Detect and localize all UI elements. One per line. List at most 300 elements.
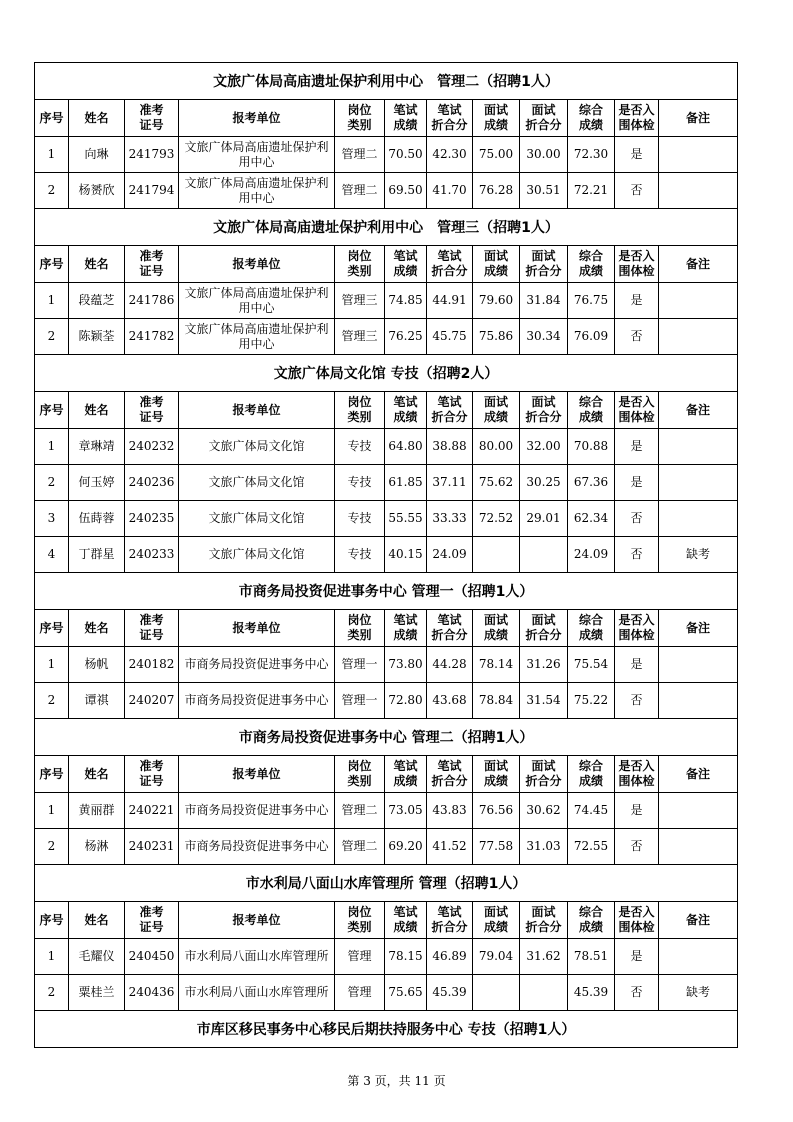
header-unit: 报考单位	[179, 100, 335, 137]
cell-total: 24.09	[568, 537, 615, 573]
cell-written-conv: 45.75	[427, 319, 473, 355]
cell-post: 专技	[335, 465, 385, 501]
header-physical-line: 是否入	[618, 103, 655, 117]
cell-post: 专技	[335, 537, 385, 573]
header-ticket	[125, 100, 179, 137]
header-name: 姓名	[69, 392, 125, 429]
cell-unit: 市商务局投资促进事务中心	[179, 647, 335, 683]
cell-ticket: 240231	[125, 829, 179, 865]
header-physical-line: 围体检	[618, 920, 655, 934]
header-ticket	[125, 756, 179, 793]
header-remark: 备注	[659, 246, 738, 283]
header-ticket-line: 准考	[139, 395, 164, 409]
cell-physical: 否	[615, 683, 659, 719]
header-post-line: 岗位	[347, 103, 372, 117]
header-post	[335, 756, 385, 793]
cell-written: 69.50	[385, 173, 427, 209]
cell-total: 75.22	[568, 683, 615, 719]
header-physical-line: 围体检	[618, 628, 655, 642]
section-title-row	[35, 355, 738, 392]
header-ticket-line: 准考	[139, 613, 164, 627]
column-header-row	[35, 392, 738, 429]
table-row	[35, 647, 738, 683]
cell-total: 76.09	[568, 319, 615, 355]
header-total-line: 综合	[578, 905, 603, 919]
cell-physical: 否	[615, 975, 659, 1011]
cell-written: 73.05	[385, 793, 427, 829]
header-interview-line: 成绩	[483, 920, 508, 934]
cell-remark	[659, 829, 738, 865]
cell-written: 74.85	[385, 283, 427, 319]
cell-remark: 缺考	[659, 537, 738, 573]
header-written-conv-line: 折合分	[431, 628, 468, 642]
header-written	[385, 610, 427, 647]
section-title-row	[35, 865, 738, 902]
header-interview-conv-line: 折合分	[525, 264, 562, 278]
cell-post: 管理二	[335, 173, 385, 209]
cell-seq: 2	[35, 173, 69, 209]
header-physical-line: 围体检	[618, 264, 655, 278]
header-written	[385, 902, 427, 939]
header-written-conv-line: 笔试	[437, 103, 462, 117]
cell-unit: 市水利局八面山水库管理所	[179, 975, 335, 1011]
section-title-row	[35, 63, 738, 100]
cell-remark	[659, 501, 738, 537]
header-interview-conv	[520, 392, 568, 429]
header-unit: 报考单位	[179, 246, 335, 283]
column-header-row	[35, 902, 738, 939]
cell-interview-conv: 30.25	[520, 465, 568, 501]
cell-written: 76.25	[385, 319, 427, 355]
cell-interview: 79.04	[473, 939, 520, 975]
header-unit: 报考单位	[179, 756, 335, 793]
table-row	[35, 683, 738, 719]
header-total-line: 成绩	[578, 118, 603, 132]
header-interview	[473, 392, 520, 429]
section-title-row	[35, 209, 738, 246]
cell-name: 段蕴芝	[69, 283, 125, 319]
cell-name: 章琳靖	[69, 429, 125, 465]
cell-physical: 否	[615, 173, 659, 209]
cell-interview-conv: 31.03	[520, 829, 568, 865]
cell-written-conv: 43.68	[427, 683, 473, 719]
header-interview-conv-line: 面试	[531, 249, 556, 263]
header-written-line: 笔试	[393, 759, 418, 773]
header-total	[568, 392, 615, 429]
cell-physical: 是	[615, 137, 659, 173]
cell-seq: 4	[35, 537, 69, 573]
cell-written-conv: 45.39	[427, 975, 473, 1011]
cell-written-conv: 44.91	[427, 283, 473, 319]
header-seq: 序号	[35, 902, 69, 939]
cell-physical: 是	[615, 647, 659, 683]
header-written-line: 成绩	[393, 264, 418, 278]
header-total-line: 成绩	[578, 920, 603, 934]
cell-interview: 76.56	[473, 793, 520, 829]
header-ticket-line: 证号	[139, 774, 164, 788]
header-interview-line: 成绩	[483, 118, 508, 132]
header-written-line: 成绩	[393, 920, 418, 934]
cell-interview-conv: 31.26	[520, 647, 568, 683]
cell-unit: 市水利局八面山水库管理所	[179, 939, 335, 975]
cell-interview: 77.58	[473, 829, 520, 865]
section-title: 市库区移民事务中心移民后期扶持服务中心 专技（招聘1人）	[35, 1011, 738, 1048]
header-ticket-line: 证号	[139, 264, 164, 278]
header-written-line: 笔试	[393, 395, 418, 409]
table-row	[35, 975, 738, 1011]
cell-interview: 76.28	[473, 173, 520, 209]
header-interview-conv-line: 面试	[531, 759, 556, 773]
header-name: 姓名	[69, 756, 125, 793]
header-ticket-line: 准考	[139, 759, 164, 773]
header-interview-line: 面试	[483, 103, 508, 117]
cell-total: 75.54	[568, 647, 615, 683]
header-interview-conv	[520, 756, 568, 793]
cell-written: 40.15	[385, 537, 427, 573]
table-row	[35, 465, 738, 501]
cell-remark	[659, 283, 738, 319]
header-written-line: 成绩	[393, 774, 418, 788]
cell-name: 向琳	[69, 137, 125, 173]
cell-unit: 文旅广体局高庙遗址保护利用中心	[179, 283, 335, 319]
header-written-conv-line: 折合分	[431, 118, 468, 132]
header-post	[335, 100, 385, 137]
header-interview-line: 面试	[483, 905, 508, 919]
header-total-line: 成绩	[578, 774, 603, 788]
header-written-line: 笔试	[393, 905, 418, 919]
header-total	[568, 756, 615, 793]
cell-interview: 80.00	[473, 429, 520, 465]
header-total	[568, 100, 615, 137]
cell-unit: 文旅广体局文化馆	[179, 537, 335, 573]
cell-written: 55.55	[385, 501, 427, 537]
cell-name: 何玉婷	[69, 465, 125, 501]
header-post	[335, 246, 385, 283]
header-post-line: 类别	[347, 118, 372, 132]
header-unit: 报考单位	[179, 610, 335, 647]
cell-remark	[659, 939, 738, 975]
cell-remark	[659, 137, 738, 173]
header-total-line: 成绩	[578, 628, 603, 642]
column-header-row	[35, 246, 738, 283]
header-interview-conv	[520, 246, 568, 283]
cell-ticket: 240182	[125, 647, 179, 683]
cell-interview-conv	[520, 975, 568, 1011]
cell-ticket: 241794	[125, 173, 179, 209]
header-interview-conv-line: 折合分	[525, 628, 562, 642]
cell-post: 管理三	[335, 283, 385, 319]
cell-ticket: 240233	[125, 537, 179, 573]
header-interview-conv-line: 折合分	[525, 920, 562, 934]
header-seq: 序号	[35, 100, 69, 137]
cell-name: 伍蒔蓉	[69, 501, 125, 537]
header-written-line: 成绩	[393, 118, 418, 132]
cell-post: 管理	[335, 939, 385, 975]
cell-seq: 2	[35, 829, 69, 865]
header-ticket-line: 证号	[139, 920, 164, 934]
section-title-row	[35, 573, 738, 610]
cell-written-conv: 41.52	[427, 829, 473, 865]
cell-physical: 是	[615, 283, 659, 319]
header-post-line: 岗位	[347, 759, 372, 773]
header-written-conv	[427, 756, 473, 793]
header-post-line: 岗位	[347, 613, 372, 627]
cell-physical: 否	[615, 501, 659, 537]
cell-written: 78.15	[385, 939, 427, 975]
cell-interview-conv: 29.01	[520, 501, 568, 537]
results-table	[34, 62, 738, 1048]
header-seq: 序号	[35, 246, 69, 283]
header-written-conv-line: 笔试	[437, 395, 462, 409]
cell-written-conv: 33.33	[427, 501, 473, 537]
cell-seq: 2	[35, 975, 69, 1011]
cell-interview-conv	[520, 537, 568, 573]
header-written-conv-line: 折合分	[431, 410, 468, 424]
cell-interview-conv: 31.62	[520, 939, 568, 975]
cell-total: 67.36	[568, 465, 615, 501]
table-row	[35, 501, 738, 537]
table-row	[35, 829, 738, 865]
header-written	[385, 100, 427, 137]
cell-remark	[659, 647, 738, 683]
cell-written: 61.85	[385, 465, 427, 501]
cell-total: 74.45	[568, 793, 615, 829]
cell-written: 69.20	[385, 829, 427, 865]
table-row	[35, 319, 738, 355]
header-interview-line: 面试	[483, 613, 508, 627]
header-written-conv-line: 笔试	[437, 759, 462, 773]
cell-ticket: 240236	[125, 465, 179, 501]
cell-physical: 否	[615, 829, 659, 865]
cell-post: 管理二	[335, 793, 385, 829]
header-physical-line: 围体检	[618, 774, 655, 788]
cell-seq: 1	[35, 429, 69, 465]
cell-written-conv: 44.28	[427, 647, 473, 683]
column-header-row	[35, 756, 738, 793]
header-remark: 备注	[659, 902, 738, 939]
cell-total: 72.21	[568, 173, 615, 209]
header-ticket-line: 准考	[139, 249, 164, 263]
cell-seq: 2	[35, 319, 69, 355]
cell-interview-conv: 30.51	[520, 173, 568, 209]
header-interview-conv-line: 折合分	[525, 410, 562, 424]
header-ticket	[125, 246, 179, 283]
header-name: 姓名	[69, 610, 125, 647]
cell-seq: 2	[35, 465, 69, 501]
section-title: 市商务局投资促进事务中心 管理一（招聘1人）	[35, 573, 738, 610]
header-written	[385, 246, 427, 283]
table-row	[35, 173, 738, 209]
cell-ticket: 240207	[125, 683, 179, 719]
cell-unit: 文旅广体局高庙遗址保护利用中心	[179, 319, 335, 355]
header-total-line: 成绩	[578, 264, 603, 278]
cell-post: 专技	[335, 501, 385, 537]
header-total-line: 综合	[578, 103, 603, 117]
header-written-line: 笔试	[393, 613, 418, 627]
cell-remark	[659, 793, 738, 829]
header-physical-line: 是否入	[618, 613, 655, 627]
cell-post: 管理	[335, 975, 385, 1011]
section-title: 市水利局八面山水库管理所 管理（招聘1人）	[35, 865, 738, 902]
header-written-conv	[427, 610, 473, 647]
cell-seq: 1	[35, 283, 69, 319]
header-interview	[473, 902, 520, 939]
cell-written-conv: 43.83	[427, 793, 473, 829]
cell-ticket: 240436	[125, 975, 179, 1011]
cell-ticket: 240232	[125, 429, 179, 465]
header-post-line: 岗位	[347, 395, 372, 409]
cell-interview-conv: 32.00	[520, 429, 568, 465]
header-post-line: 类别	[347, 920, 372, 934]
header-ticket-line: 准考	[139, 103, 164, 117]
header-written-conv-line: 笔试	[437, 249, 462, 263]
header-interview-conv	[520, 610, 568, 647]
header-remark: 备注	[659, 610, 738, 647]
cell-name: 陈颖荃	[69, 319, 125, 355]
cell-post: 管理二	[335, 137, 385, 173]
header-post-line: 类别	[347, 628, 372, 642]
cell-seq: 1	[35, 647, 69, 683]
cell-written-conv: 41.70	[427, 173, 473, 209]
header-seq: 序号	[35, 610, 69, 647]
section-title: 文旅广体局文化馆 专技（招聘2人）	[35, 355, 738, 392]
header-written-conv-line: 折合分	[431, 264, 468, 278]
header-interview-line: 成绩	[483, 628, 508, 642]
header-interview-line: 面试	[483, 395, 508, 409]
cell-interview: 78.14	[473, 647, 520, 683]
cell-post: 管理一	[335, 647, 385, 683]
header-ticket-line: 证号	[139, 410, 164, 424]
header-post-line: 类别	[347, 410, 372, 424]
table-row	[35, 537, 738, 573]
header-remark: 备注	[659, 100, 738, 137]
cell-interview-conv: 30.00	[520, 137, 568, 173]
cell-written: 64.80	[385, 429, 427, 465]
header-unit: 报考单位	[179, 392, 335, 429]
cell-post: 专技	[335, 429, 385, 465]
cell-written-conv: 46.89	[427, 939, 473, 975]
cell-name: 杨赟欣	[69, 173, 125, 209]
cell-written: 73.80	[385, 647, 427, 683]
header-total	[568, 610, 615, 647]
header-ticket-line: 准考	[139, 905, 164, 919]
header-name: 姓名	[69, 902, 125, 939]
cell-physical: 否	[615, 537, 659, 573]
cell-interview: 79.60	[473, 283, 520, 319]
cell-ticket: 240450	[125, 939, 179, 975]
header-name: 姓名	[69, 100, 125, 137]
header-written-conv	[427, 246, 473, 283]
cell-unit: 文旅广体局文化馆	[179, 429, 335, 465]
column-header-row	[35, 610, 738, 647]
header-total-line: 综合	[578, 759, 603, 773]
cell-interview-conv: 30.62	[520, 793, 568, 829]
header-unit: 报考单位	[179, 902, 335, 939]
header-interview	[473, 246, 520, 283]
section-title: 文旅广体局高庙遗址保护利用中心 管理三（招聘1人）	[35, 209, 738, 246]
header-written-conv	[427, 392, 473, 429]
cell-seq: 1	[35, 137, 69, 173]
header-physical	[615, 610, 659, 647]
header-interview-conv-line: 面试	[531, 103, 556, 117]
header-interview-conv-line: 面试	[531, 905, 556, 919]
header-interview-line: 面试	[483, 249, 508, 263]
header-total-line: 综合	[578, 613, 603, 627]
header-ticket	[125, 610, 179, 647]
cell-seq: 1	[35, 793, 69, 829]
header-physical	[615, 756, 659, 793]
table-row	[35, 283, 738, 319]
cell-ticket: 241793	[125, 137, 179, 173]
header-total	[568, 902, 615, 939]
header-post	[335, 392, 385, 429]
section-title: 文旅广体局高庙遗址保护利用中心 管理二（招聘1人）	[35, 63, 738, 100]
header-total-line: 综合	[578, 249, 603, 263]
cell-interview: 75.00	[473, 137, 520, 173]
header-physical-line: 是否入	[618, 905, 655, 919]
header-total	[568, 246, 615, 283]
cell-total: 70.88	[568, 429, 615, 465]
cell-physical: 否	[615, 319, 659, 355]
cell-seq: 1	[35, 939, 69, 975]
header-written-conv-line: 折合分	[431, 920, 468, 934]
cell-interview: 75.62	[473, 465, 520, 501]
cell-ticket: 241786	[125, 283, 179, 319]
section-title-row	[35, 719, 738, 756]
cell-written-conv: 24.09	[427, 537, 473, 573]
header-physical-line: 是否入	[618, 249, 655, 263]
table-row	[35, 793, 738, 829]
header-ticket-line: 证号	[139, 628, 164, 642]
header-physical-line: 是否入	[618, 759, 655, 773]
cell-written: 72.80	[385, 683, 427, 719]
header-post-line: 类别	[347, 264, 372, 278]
cell-physical: 是	[615, 465, 659, 501]
cell-written: 70.50	[385, 137, 427, 173]
cell-interview-conv: 31.84	[520, 283, 568, 319]
cell-written-conv: 37.11	[427, 465, 473, 501]
header-physical	[615, 392, 659, 429]
cell-interview-conv: 31.54	[520, 683, 568, 719]
header-physical	[615, 100, 659, 137]
header-interview-conv	[520, 902, 568, 939]
cell-ticket: 240221	[125, 793, 179, 829]
header-interview-line: 成绩	[483, 264, 508, 278]
header-total-line: 成绩	[578, 410, 603, 424]
cell-total: 72.55	[568, 829, 615, 865]
header-written-line: 笔试	[393, 249, 418, 263]
header-interview-line: 成绩	[483, 774, 508, 788]
cell-total: 45.39	[568, 975, 615, 1011]
header-physical-line: 是否入	[618, 395, 655, 409]
header-interview	[473, 610, 520, 647]
header-remark: 备注	[659, 756, 738, 793]
cell-written-conv: 38.88	[427, 429, 473, 465]
header-seq: 序号	[35, 392, 69, 429]
cell-name: 毛耀仪	[69, 939, 125, 975]
section-title-row	[35, 1011, 738, 1048]
header-interview-conv	[520, 100, 568, 137]
cell-interview: 78.84	[473, 683, 520, 719]
cell-ticket: 240235	[125, 501, 179, 537]
header-interview-conv-line: 折合分	[525, 118, 562, 132]
cell-total: 62.34	[568, 501, 615, 537]
table-row	[35, 429, 738, 465]
header-written-line: 成绩	[393, 410, 418, 424]
header-physical	[615, 902, 659, 939]
section-title: 市商务局投资促进事务中心 管理二（招聘1人）	[35, 719, 738, 756]
cell-written-conv: 42.30	[427, 137, 473, 173]
